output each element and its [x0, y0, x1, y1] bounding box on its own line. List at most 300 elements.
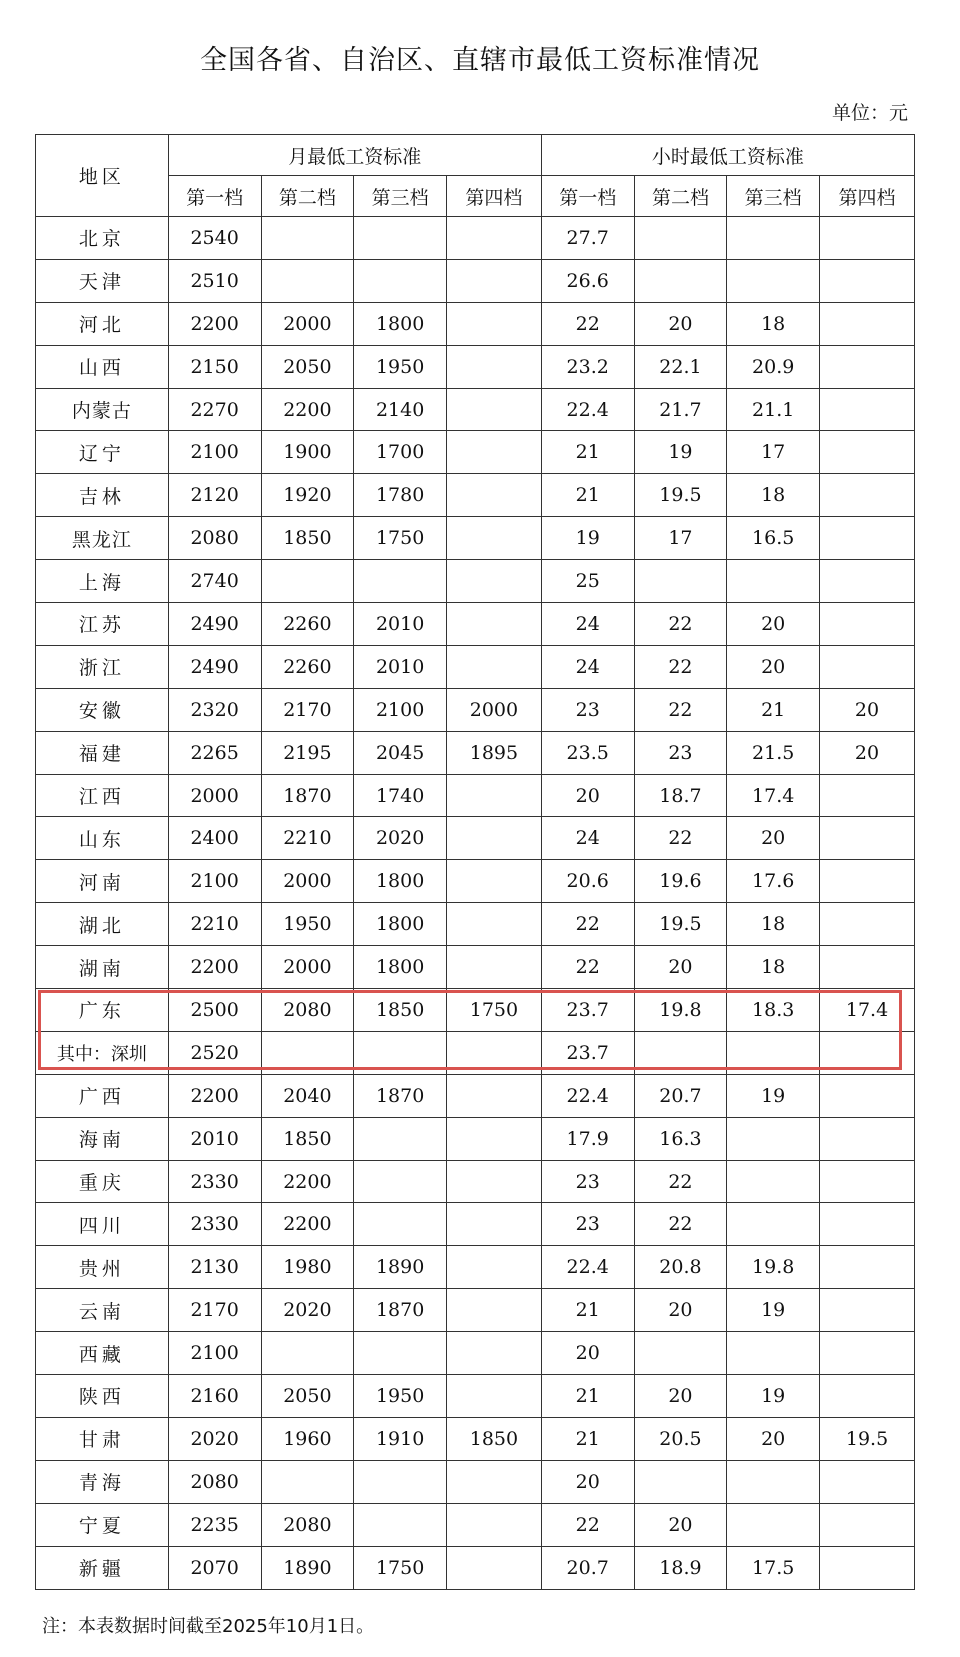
monthly-tier-1-cell: 2490 [168, 645, 261, 688]
hourly-tier-2-cell: 20.8 [634, 1246, 727, 1289]
table-row [36, 688, 915, 731]
region-cell: 西藏 [36, 1332, 169, 1375]
monthly-tier-2-cell: 1950 [261, 903, 354, 946]
monthly-tier-3-cell [354, 1503, 447, 1546]
monthly-tier-3-cell [354, 1332, 447, 1375]
monthly-tier-1-cell: 2330 [168, 1160, 261, 1203]
region-cell: 广西 [36, 1074, 169, 1117]
hourly-tier-4-cell: 19.5 [820, 1417, 915, 1460]
hourly-tier-3-cell [727, 1460, 820, 1503]
region-cell: 贵州 [36, 1246, 169, 1289]
region-cell: 重庆 [36, 1160, 169, 1203]
monthly-tier-2-cell: 1900 [261, 431, 354, 474]
monthly-tier-2-cell [261, 259, 354, 302]
monthly-tier-3-cell: 1890 [354, 1246, 447, 1289]
monthly-tier-4-cell [446, 1031, 541, 1074]
hourly-tier-2-cell: 19.8 [634, 989, 727, 1032]
hourly-tier-2-cell: 19 [634, 431, 727, 474]
region-cell: 内蒙古 [36, 388, 169, 431]
monthly-tier-4-cell [446, 1074, 541, 1117]
monthly-tier-1-cell: 2740 [168, 560, 261, 603]
region-cell: 吉林 [36, 474, 169, 517]
monthly-tier-2-cell: 2200 [261, 388, 354, 431]
hourly-tier-2-cell [634, 259, 727, 302]
hourly-tier-4-cell [820, 860, 915, 903]
monthly-tier-1-cell: 2100 [168, 431, 261, 474]
hourly-tier-3-cell: 17 [727, 431, 820, 474]
hourly-tier-3-cell: 19 [727, 1289, 820, 1332]
region-cell: 安徽 [36, 688, 169, 731]
region-cell: 福建 [36, 731, 169, 774]
hourly-tier-2-cell: 20.7 [634, 1074, 727, 1117]
hourly-tier-2-cell: 22 [634, 817, 727, 860]
hourly-tier-4-cell [820, 774, 915, 817]
region-cell: 山西 [36, 345, 169, 388]
monthly-tier-3-cell [354, 259, 447, 302]
hourly-tier-4-cell [820, 1031, 915, 1074]
hourly-tier-1-cell: 21 [541, 474, 634, 517]
region-cell: 黑龙江 [36, 517, 169, 560]
monthly-header: 月最低工资标准 [168, 135, 541, 176]
monthly-tier-2-cell: 2195 [261, 731, 354, 774]
monthly-tier-1-cell: 2540 [168, 217, 261, 260]
region-cell: 陕西 [36, 1375, 169, 1418]
hourly-tier-3-cell [727, 1503, 820, 1546]
monthly-tier-1-cell: 2510 [168, 259, 261, 302]
monthly-tier-3-cell: 1700 [354, 431, 447, 474]
hourly-tier-2-cell: 18.9 [634, 1546, 727, 1589]
region-header: 地区 [36, 135, 169, 217]
table-row [36, 903, 915, 946]
region-cell: 湖北 [36, 903, 169, 946]
hourly-tier-4-cell [820, 302, 915, 345]
monthly-tier-1-cell: 2000 [168, 774, 261, 817]
hourly-tier-1-cell: 20.6 [541, 860, 634, 903]
minimum-wage-table [35, 134, 915, 1590]
hourly-tier-1-cell: 24 [541, 817, 634, 860]
monthly-tier-1-cell: 2100 [168, 860, 261, 903]
table-row [36, 946, 915, 989]
monthly-tier-3-cell [354, 217, 447, 260]
table-row [36, 345, 915, 388]
monthly-tier-1-cell: 2160 [168, 1375, 261, 1418]
footnote: 注：本表数据时间截至2025年10月1日。 [42, 1616, 375, 1637]
monthly-tier-4-cell [446, 1375, 541, 1418]
region-cell: 北京 [36, 217, 169, 260]
monthly-tier-2-cell: 1920 [261, 474, 354, 517]
monthly-tier-3-cell: 1740 [354, 774, 447, 817]
table-row [36, 259, 915, 302]
hourly-tier-2-cell [634, 217, 727, 260]
table-row [36, 1332, 915, 1375]
monthly-tier-2-cell: 2210 [261, 817, 354, 860]
monthly-tier-4-cell: 1895 [446, 731, 541, 774]
monthly-tier-1-cell: 2120 [168, 474, 261, 517]
hourly-tier-2-cell: 20.5 [634, 1417, 727, 1460]
monthly-tier-1-cell: 2170 [168, 1289, 261, 1332]
monthly-tier-4-cell [446, 645, 541, 688]
monthly-tier-2-cell [261, 1031, 354, 1074]
monthly-tier-3-cell [354, 1460, 447, 1503]
header-row-1 [36, 135, 915, 176]
hourly-tier-2-cell [634, 1332, 727, 1375]
hourly-tier-4-cell: 17.4 [820, 989, 915, 1032]
hourly-tier-4-cell [820, 560, 915, 603]
hourly-tier-4-cell [820, 259, 915, 302]
monthly-tier-2-cell: 2000 [261, 302, 354, 345]
hourly-tier-1-cell: 23.2 [541, 345, 634, 388]
monthly-tier-4-cell [446, 217, 541, 260]
monthly-tier-1-cell: 2330 [168, 1203, 261, 1246]
monthly-tier-1-cell: 2200 [168, 946, 261, 989]
table-row [36, 603, 915, 646]
region-cell: 河北 [36, 302, 169, 345]
table-row [36, 302, 915, 345]
hourly-tier-1-cell: 19 [541, 517, 634, 560]
hourly-tier-1-cell: 25 [541, 560, 634, 603]
hourly-tier-1-cell: 24 [541, 645, 634, 688]
monthly-tier-4-cell [446, 517, 541, 560]
table-row [36, 1031, 915, 1074]
monthly-tier-2-cell: 1850 [261, 517, 354, 560]
monthly-tier-1-cell: 2020 [168, 1417, 261, 1460]
monthly-tier-1-cell: 2265 [168, 731, 261, 774]
hourly-tier-1-cell: 22 [541, 1503, 634, 1546]
table-row [36, 1417, 915, 1460]
hourly-tier-4-cell [820, 345, 915, 388]
hourly-tier-2-cell: 16.3 [634, 1117, 727, 1160]
hourly-tier-3-cell [727, 1203, 820, 1246]
monthly-tier-4-cell [446, 302, 541, 345]
hourly-tier-1-cell: 21 [541, 1289, 634, 1332]
hourly-tier-1-cell: 17.9 [541, 1117, 634, 1160]
monthly-tier-3-cell: 1800 [354, 903, 447, 946]
hourly-tier-3-cell: 19 [727, 1375, 820, 1418]
hourly-tier-3-cell: 18 [727, 474, 820, 517]
table-row [36, 1289, 915, 1332]
monthly-tier-1-cell: 2500 [168, 989, 261, 1032]
monthly-tier-3-cell: 1950 [354, 345, 447, 388]
hourly-tier-2-cell: 20 [634, 302, 727, 345]
hourly-tier-3-cell: 18 [727, 302, 820, 345]
hourly-tier-3-cell: 16.5 [727, 517, 820, 560]
table-row [36, 1117, 915, 1160]
hourly-tier-3-cell [727, 560, 820, 603]
hourly-tier-3-cell: 19.8 [727, 1246, 820, 1289]
hourly-tier-4-cell [820, 1203, 915, 1246]
unit-label: 单位：元 [831, 102, 908, 124]
hourly-tier-3-cell: 17.5 [727, 1546, 820, 1589]
monthly-tier-2-cell [261, 560, 354, 603]
monthly-tier-4-cell [446, 946, 541, 989]
monthly-tier-3-cell: 1780 [354, 474, 447, 517]
table-row [36, 560, 915, 603]
hourly-tier-4-cell [820, 1074, 915, 1117]
monthly-tier-2-cell [261, 1460, 354, 1503]
monthly-tier-4-cell [446, 1117, 541, 1160]
region-cell: 青海 [36, 1460, 169, 1503]
hourly-tier-1-cell: 22.4 [541, 1246, 634, 1289]
hourly-tier-4-cell [820, 474, 915, 517]
monthly-tier-2-cell [261, 217, 354, 260]
hourly-tier-2-cell: 21.7 [634, 388, 727, 431]
table-row [36, 1375, 915, 1418]
hourly-tier-1-header: 第一档 [541, 176, 634, 217]
monthly-tier-3-cell: 1800 [354, 946, 447, 989]
monthly-tier-4-cell [446, 431, 541, 474]
hourly-tier-2-cell: 19.5 [634, 903, 727, 946]
monthly-tier-3-cell: 2140 [354, 388, 447, 431]
hourly-tier-1-cell: 23.5 [541, 731, 634, 774]
region-cell: 江苏 [36, 603, 169, 646]
hourly-tier-3-header: 第三档 [727, 176, 820, 217]
hourly-tier-2-cell [634, 560, 727, 603]
hourly-tier-2-cell [634, 1031, 727, 1074]
table-row [36, 517, 915, 560]
hourly-tier-4-cell [820, 1546, 915, 1589]
table-row [36, 1160, 915, 1203]
hourly-tier-1-cell: 21 [541, 431, 634, 474]
hourly-tier-1-cell: 22 [541, 903, 634, 946]
monthly-tier-2-cell: 2050 [261, 1375, 354, 1418]
hourly-tier-2-cell: 20 [634, 1289, 727, 1332]
monthly-tier-2-cell: 2260 [261, 645, 354, 688]
hourly-tier-1-cell: 20 [541, 1460, 634, 1503]
hourly-tier-4-cell: 20 [820, 688, 915, 731]
region-cell: 天津 [36, 259, 169, 302]
hourly-tier-1-cell: 24 [541, 603, 634, 646]
monthly-tier-2-cell: 2050 [261, 345, 354, 388]
hourly-tier-4-cell [820, 388, 915, 431]
monthly-tier-4-cell [446, 1546, 541, 1589]
table-row [36, 731, 915, 774]
monthly-tier-2-cell: 2170 [261, 688, 354, 731]
hourly-tier-1-cell: 23 [541, 1203, 634, 1246]
hourly-tier-4-cell [820, 903, 915, 946]
hourly-tier-4-cell [820, 1460, 915, 1503]
table-row [36, 1503, 915, 1546]
hourly-tier-3-cell: 19 [727, 1074, 820, 1117]
hourly-tier-1-cell: 23 [541, 688, 634, 731]
hourly-tier-3-cell: 18 [727, 946, 820, 989]
hourly-tier-4-cell [820, 1160, 915, 1203]
hourly-tier-3-cell [727, 1332, 820, 1375]
table-body [36, 217, 915, 1590]
monthly-tier-4-cell [446, 474, 541, 517]
hourly-tier-2-header: 第二档 [634, 176, 727, 217]
monthly-tier-3-cell: 1910 [354, 1417, 447, 1460]
monthly-tier-4-cell [446, 860, 541, 903]
hourly-tier-1-cell: 20 [541, 774, 634, 817]
monthly-tier-2-cell: 1980 [261, 1246, 354, 1289]
monthly-tier-2-cell: 1850 [261, 1117, 354, 1160]
monthly-tier-3-cell [354, 560, 447, 603]
hourly-tier-3-cell [727, 1117, 820, 1160]
monthly-tier-3-cell: 1850 [354, 989, 447, 1032]
hourly-tier-1-cell: 20.7 [541, 1546, 634, 1589]
region-cell: 山东 [36, 817, 169, 860]
hourly-tier-2-cell: 23 [634, 731, 727, 774]
region-cell: 新疆 [36, 1546, 169, 1589]
hourly-tier-2-cell: 22 [634, 603, 727, 646]
monthly-tier-3-cell: 1950 [354, 1375, 447, 1418]
monthly-tier-1-cell: 2400 [168, 817, 261, 860]
hourly-tier-4-cell [820, 1375, 915, 1418]
monthly-tier-4-header: 第四档 [446, 176, 541, 217]
monthly-tier-4-cell [446, 903, 541, 946]
hourly-tier-2-cell: 22 [634, 688, 727, 731]
monthly-tier-1-cell: 2235 [168, 1503, 261, 1546]
hourly-tier-2-cell: 22.1 [634, 345, 727, 388]
monthly-tier-4-cell [446, 1460, 541, 1503]
hourly-tier-1-cell: 22.4 [541, 388, 634, 431]
monthly-tier-4-cell [446, 560, 541, 603]
monthly-tier-2-cell: 2200 [261, 1203, 354, 1246]
region-cell: 甘肃 [36, 1417, 169, 1460]
monthly-tier-1-cell: 2320 [168, 688, 261, 731]
monthly-tier-3-cell: 2010 [354, 645, 447, 688]
monthly-tier-1-cell: 2080 [168, 1460, 261, 1503]
table-row [36, 860, 915, 903]
hourly-header: 小时最低工资标准 [541, 135, 914, 176]
monthly-tier-4-cell [446, 817, 541, 860]
monthly-tier-4-cell [446, 1503, 541, 1546]
hourly-tier-2-cell: 19.6 [634, 860, 727, 903]
monthly-tier-1-cell: 2100 [168, 1332, 261, 1375]
monthly-tier-2-cell [261, 1332, 354, 1375]
hourly-tier-4-cell [820, 1117, 915, 1160]
region-cell: 云南 [36, 1289, 169, 1332]
hourly-tier-3-cell: 20 [727, 603, 820, 646]
table-row [36, 645, 915, 688]
monthly-tier-4-cell [446, 603, 541, 646]
hourly-tier-3-cell: 20.9 [727, 345, 820, 388]
monthly-tier-2-cell: 2040 [261, 1074, 354, 1117]
table-row [36, 774, 915, 817]
hourly-tier-1-cell: 23.7 [541, 989, 634, 1032]
hourly-tier-2-cell: 22 [634, 1160, 727, 1203]
hourly-tier-1-cell: 21 [541, 1375, 634, 1418]
hourly-tier-2-cell [634, 1460, 727, 1503]
hourly-tier-3-cell: 21.1 [727, 388, 820, 431]
hourly-tier-1-cell: 22 [541, 302, 634, 345]
hourly-tier-4-cell [820, 1246, 915, 1289]
monthly-tier-4-cell [446, 345, 541, 388]
hourly-tier-4-cell [820, 217, 915, 260]
monthly-tier-3-cell: 1800 [354, 302, 447, 345]
hourly-tier-3-cell [727, 259, 820, 302]
monthly-tier-1-cell: 2490 [168, 603, 261, 646]
hourly-tier-3-cell [727, 217, 820, 260]
monthly-tier-2-cell: 2000 [261, 946, 354, 989]
hourly-tier-4-cell [820, 1332, 915, 1375]
hourly-tier-4-cell [820, 431, 915, 474]
monthly-tier-1-cell: 2080 [168, 517, 261, 560]
table-row [36, 1203, 915, 1246]
region-cell: 河南 [36, 860, 169, 903]
hourly-tier-3-cell: 18.3 [727, 989, 820, 1032]
hourly-tier-3-cell [727, 1160, 820, 1203]
monthly-tier-1-cell: 2150 [168, 345, 261, 388]
hourly-tier-3-cell: 20 [727, 645, 820, 688]
region-cell: 江西 [36, 774, 169, 817]
monthly-tier-1-cell: 2270 [168, 388, 261, 431]
monthly-tier-4-cell [446, 1332, 541, 1375]
hourly-tier-4-cell [820, 946, 915, 989]
region-cell: 辽宁 [36, 431, 169, 474]
hourly-tier-4-cell [820, 603, 915, 646]
table-row [36, 217, 915, 260]
monthly-tier-4-cell [446, 1289, 541, 1332]
monthly-tier-4-cell: 1850 [446, 1417, 541, 1460]
hourly-tier-4-header: 第四档 [820, 176, 915, 217]
hourly-tier-3-cell: 17.6 [727, 860, 820, 903]
monthly-tier-2-cell: 2080 [261, 989, 354, 1032]
region-cell: 湖南 [36, 946, 169, 989]
hourly-tier-2-cell: 19.5 [634, 474, 727, 517]
hourly-tier-2-cell: 20 [634, 1503, 727, 1546]
monthly-tier-3-cell [354, 1031, 447, 1074]
monthly-tier-2-cell: 2020 [261, 1289, 354, 1332]
hourly-tier-3-cell: 20 [727, 817, 820, 860]
hourly-tier-3-cell: 20 [727, 1417, 820, 1460]
hourly-tier-1-cell: 23 [541, 1160, 634, 1203]
monthly-tier-4-cell: 1750 [446, 989, 541, 1032]
monthly-tier-4-cell [446, 1246, 541, 1289]
hourly-tier-4-cell [820, 517, 915, 560]
table-row [36, 1546, 915, 1589]
monthly-tier-1-cell: 2010 [168, 1117, 261, 1160]
table-row [36, 1460, 915, 1503]
monthly-tier-2-cell: 1890 [261, 1546, 354, 1589]
monthly-tier-4-cell [446, 259, 541, 302]
monthly-tier-1-header: 第一档 [168, 176, 261, 217]
monthly-tier-3-cell: 2020 [354, 817, 447, 860]
hourly-tier-1-cell: 23.7 [541, 1031, 634, 1074]
region-cell: 海南 [36, 1117, 169, 1160]
monthly-tier-2-cell: 1960 [261, 1417, 354, 1460]
table-row [36, 817, 915, 860]
monthly-tier-3-cell: 2010 [354, 603, 447, 646]
region-cell: 四川 [36, 1203, 169, 1246]
monthly-tier-3-cell: 1800 [354, 860, 447, 903]
hourly-tier-3-cell: 17.4 [727, 774, 820, 817]
monthly-tier-2-cell: 2260 [261, 603, 354, 646]
hourly-tier-3-cell: 18 [727, 903, 820, 946]
hourly-tier-3-cell: 21.5 [727, 731, 820, 774]
monthly-tier-3-cell: 1750 [354, 1546, 447, 1589]
monthly-tier-3-cell [354, 1160, 447, 1203]
monthly-tier-1-cell: 2070 [168, 1546, 261, 1589]
hourly-tier-4-cell [820, 1503, 915, 1546]
hourly-tier-2-cell: 22 [634, 645, 727, 688]
header-row-2 [36, 176, 915, 217]
page-title: 全国各省、自治区、直辖市最低工资标准情况 [200, 45, 760, 76]
hourly-tier-3-cell [727, 1031, 820, 1074]
hourly-tier-4-cell [820, 1289, 915, 1332]
monthly-tier-1-cell: 2200 [168, 1074, 261, 1117]
hourly-tier-1-cell: 22.4 [541, 1074, 634, 1117]
monthly-tier-4-cell [446, 774, 541, 817]
monthly-tier-4-cell [446, 1203, 541, 1246]
hourly-tier-4-cell [820, 645, 915, 688]
hourly-tier-2-cell: 20 [634, 1375, 727, 1418]
table-row [36, 1246, 915, 1289]
hourly-tier-1-cell: 26.6 [541, 259, 634, 302]
region-cell: 浙江 [36, 645, 169, 688]
monthly-tier-3-cell: 1870 [354, 1289, 447, 1332]
hourly-tier-2-cell: 20 [634, 946, 727, 989]
